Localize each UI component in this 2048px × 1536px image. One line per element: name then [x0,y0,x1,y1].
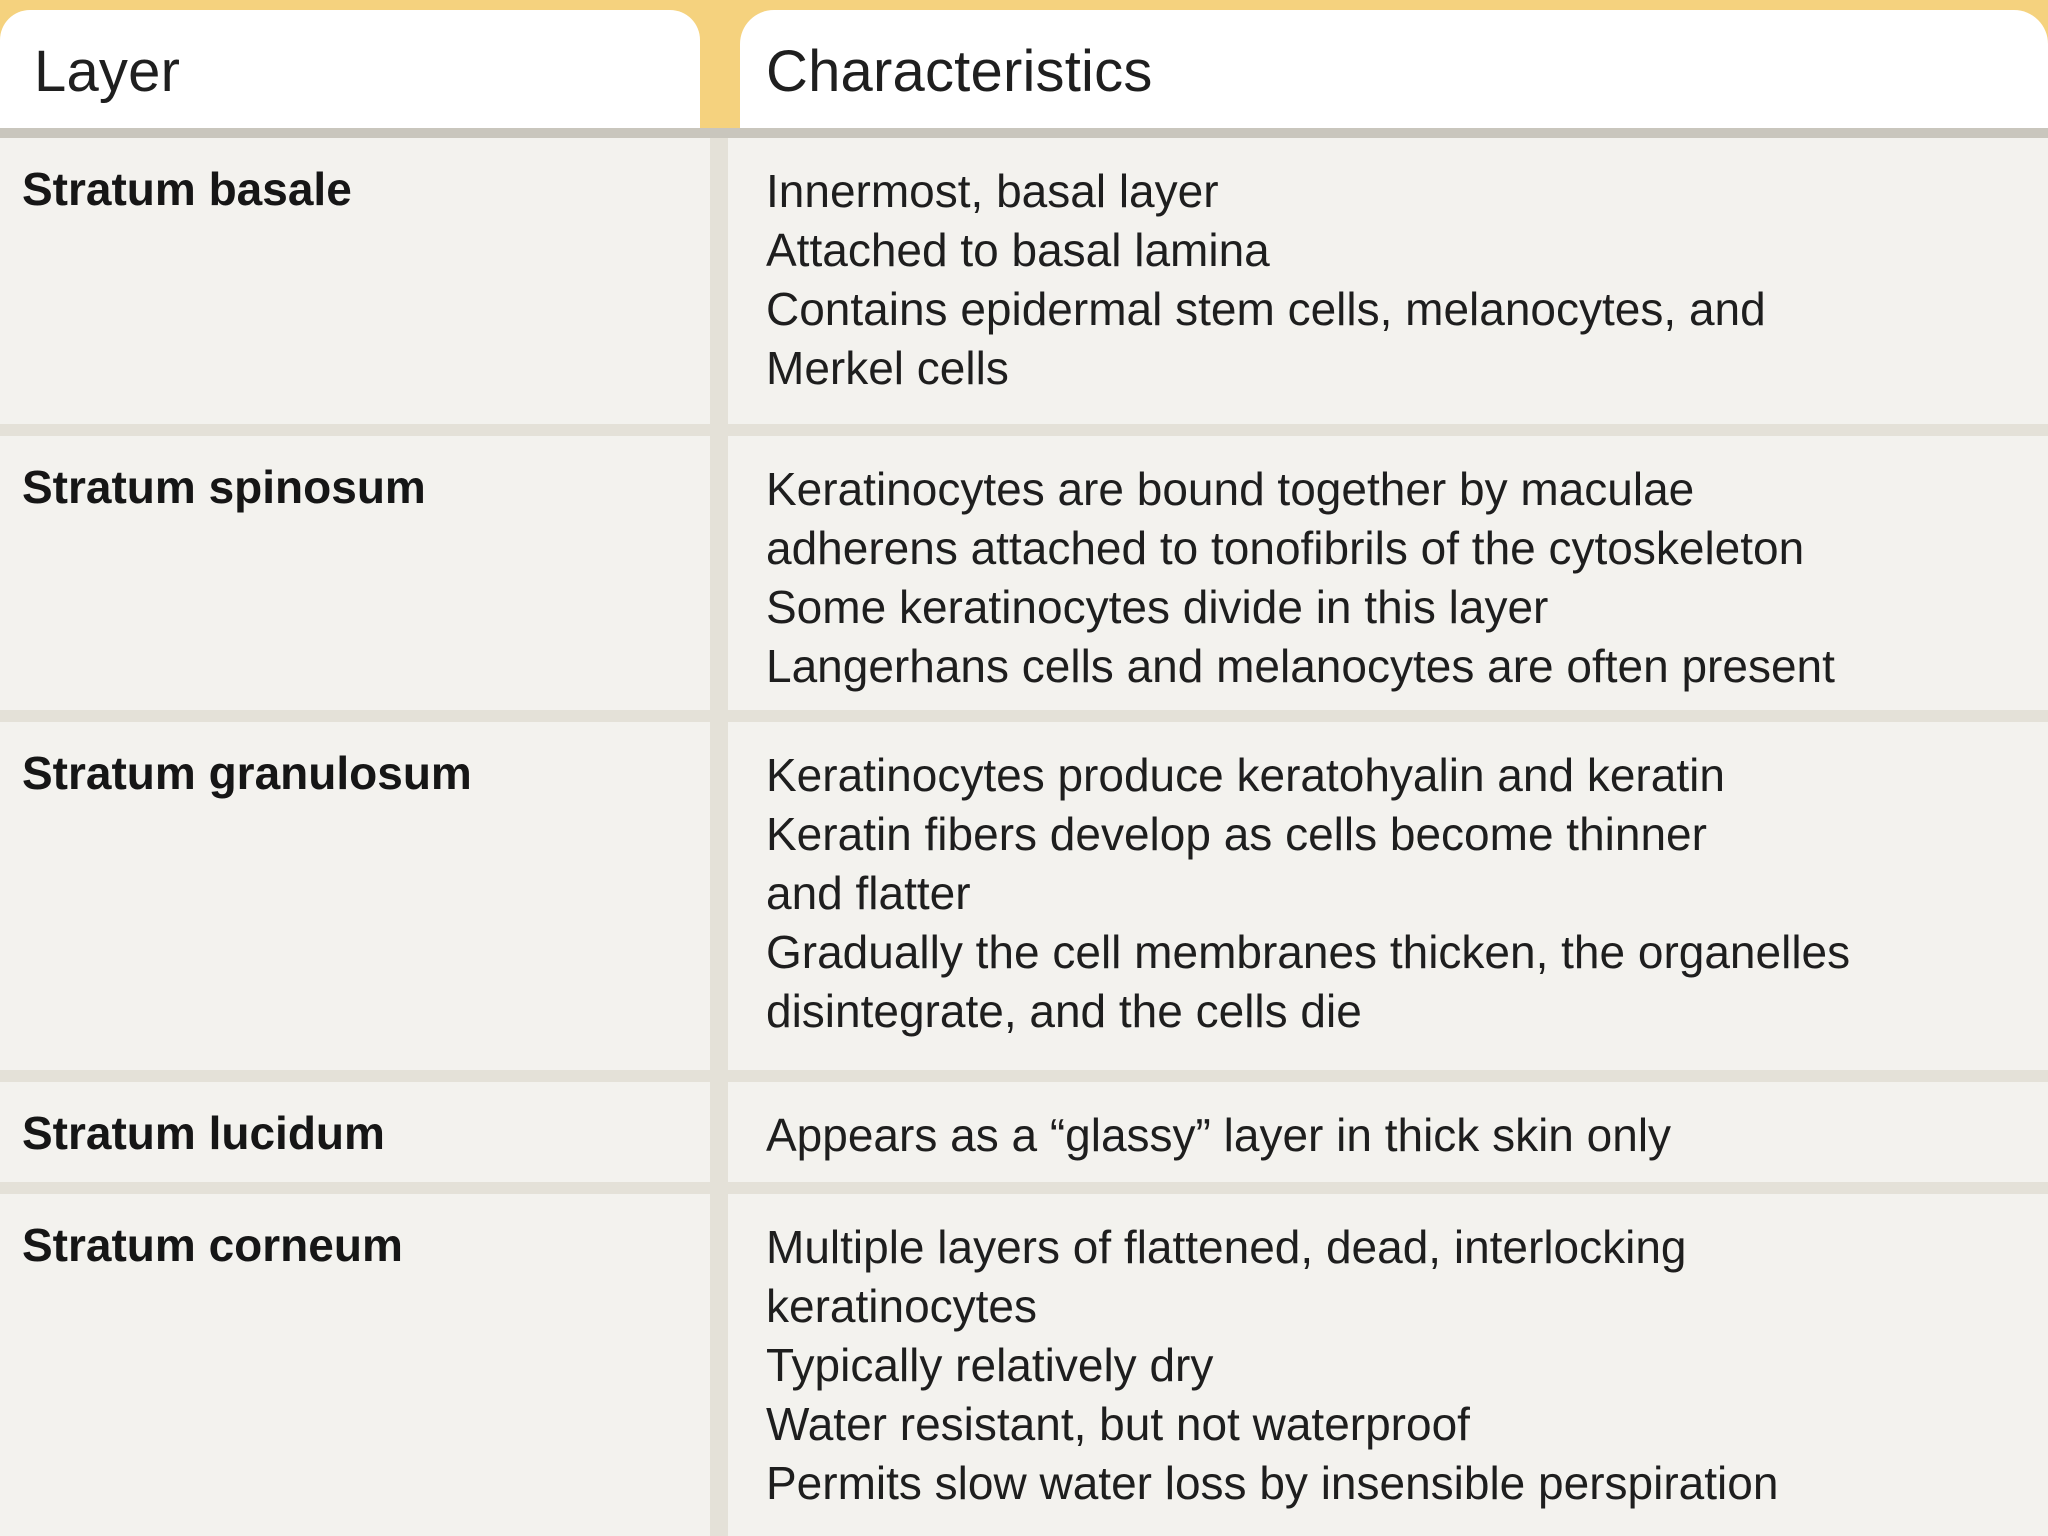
table-row-stratum-basale [0,138,2048,424]
column-divider [710,436,728,710]
characteristic-line: Some keratinocytes divide in this layer [766,581,1549,633]
characteristic-line: Water resistant, but not waterproof [766,1398,1470,1450]
characteristic-line: Gradually the cell membranes thicken, the organelles [766,926,1851,978]
header-divider [0,128,2048,138]
characteristic-line: adherens attached to tonofibrils of the cytoskeleton [766,522,1805,574]
characteristic-line: Keratinocytes are bound together by maculae [766,463,1695,515]
header-characteristics-label: Characteristics [766,38,1153,104]
layer-name-cell [0,436,710,710]
characteristics-cell [728,1082,2048,1182]
characteristic-line: Keratinocytes produce keratohyalin and keratin [766,749,1725,801]
layer-name-cell [0,722,710,1070]
column-divider [710,138,728,424]
column-divider [710,1082,728,1182]
characteristic-line: Attached to basal lamina [766,224,1270,276]
characteristic-line: Multiple layers of flattened, dead, interlocking [766,1221,1687,1273]
characteristic-line: Contains epidermal stem cells, melanocytes, and [766,283,1766,335]
characteristic-line: Innermost, basal layer [766,165,1219,217]
characteristics-cell [728,436,2048,710]
column-divider [710,1194,728,1536]
layer-name-cell [0,138,710,424]
layer-name-cell [0,1194,710,1536]
characteristic-line: Keratin fibers develop as cells become thinner [766,808,1707,860]
column-divider [710,722,728,1070]
characteristic-line: disintegrate, and the cells die [766,985,1362,1037]
layer-name: Stratum corneum [22,1219,403,1271]
row-divider [0,710,2048,722]
header-characteristics-cell [740,10,2048,132]
table-row-stratum-granulosum [0,722,2048,1070]
characteristics-cell [728,722,2048,1070]
layer-name: Stratum lucidum [22,1107,385,1159]
characteristic-line: keratinocytes [766,1280,1038,1332]
layer-name-cell [0,1082,710,1182]
characteristic-line: Typically relatively dry [766,1339,1214,1391]
row-divider [0,1070,2048,1082]
row-divider [0,424,2048,436]
table-row-stratum-spinosum [0,436,2048,710]
row-divider [0,1182,2048,1194]
characteristic-line: Langerhans cells and melanocytes are often present [766,640,1835,692]
layer-name: Stratum basale [22,163,352,215]
characteristic-line: and flatter [766,867,971,919]
characteristic-line: Merkel cells [766,342,1009,394]
characteristic-line: Appears as a “glassy” layer in thick skin only [766,1109,1672,1161]
characteristic-line: Permits slow water loss by insensible perspiration [766,1457,1779,1509]
characteristics-cell [728,1194,2048,1536]
table-row-stratum-corneum [0,1194,2048,1536]
characteristics-cell [728,138,2048,424]
layer-name: Stratum granulosum [22,747,472,799]
header-layer-cell [0,10,700,132]
layer-name: Stratum spinosum [22,461,426,513]
table-row-stratum-lucidum [0,1082,2048,1182]
header-layer-label: Layer [34,38,181,104]
